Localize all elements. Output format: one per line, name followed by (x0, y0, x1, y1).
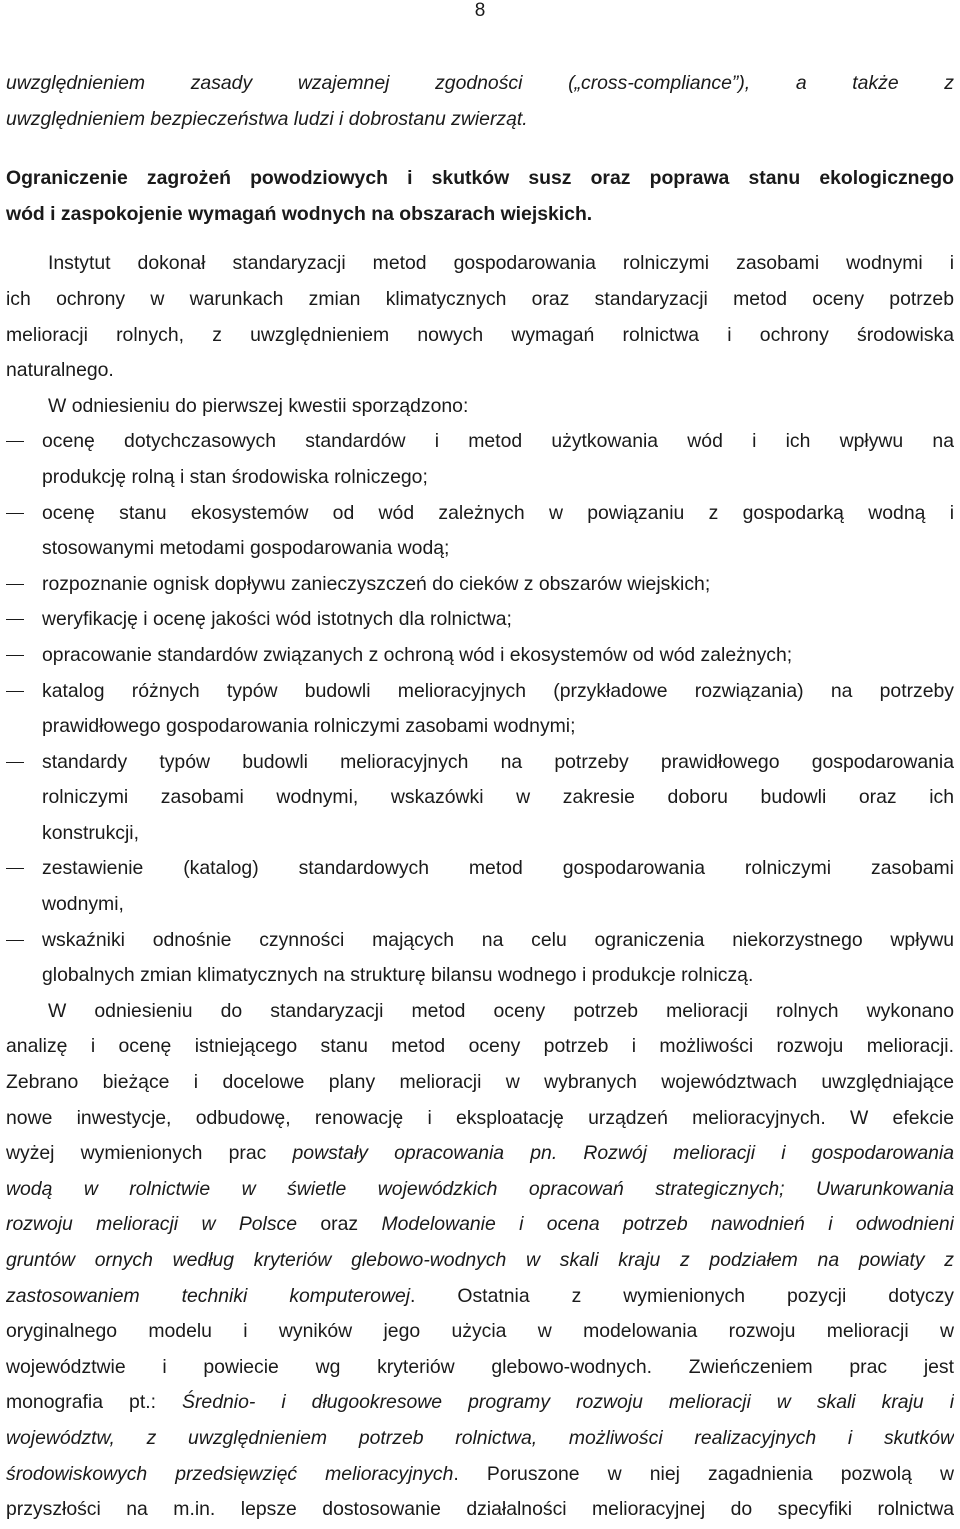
bullet-list (6, 424, 954, 994)
list-item-line: konstrukcji, (42, 821, 139, 844)
paragraph-drainage (6, 994, 954, 1528)
text-run: analizę i ocenę istniejącego stanu metod oceny potrzeb i możliwości rozwoju melioracji. (6, 1035, 954, 1058)
dash-bullet-icon (6, 923, 26, 959)
list-item (6, 496, 954, 567)
list-item-line: rozpoznanie ognisk dopływu zanieczyszczeń do cieków z obszarów wiejskich; (42, 572, 711, 595)
list-item (6, 674, 954, 745)
list-item-line: rolniczymi zasobami wodnymi, wskazówki w zakresie doboru budowli oraz ich (42, 786, 954, 809)
paragraph-line: ich ochrony w warunkach zmian klimatycznych oraz standaryzacji metod oceny potrzeb (6, 287, 954, 310)
paragraph-line (6, 994, 954, 1030)
list-item (6, 638, 954, 674)
italic-text-run: Modelowanie i ocena potrzeb nawodnień i odwodnieni (381, 1213, 954, 1236)
heading-line: Ograniczenie zagrożeń powodziowych i skutków susz oraz poprawa stanu ekologicznego (6, 167, 954, 190)
list-item (6, 602, 954, 638)
paragraph-line (6, 1421, 954, 1457)
list-item (6, 923, 954, 994)
dash-bullet-icon (6, 674, 26, 710)
text-run: przyszłości na m.in. lepsze dostosowanie działalności melioracyjnej do specyfiki rolnictwa (6, 1498, 954, 1521)
list-item-line: standardy typów budowli melioracyjnych na potrzeby prawidłowego gospodarowania (42, 750, 954, 773)
paragraph-line (6, 1207, 954, 1243)
dash-bullet-icon (6, 638, 26, 674)
text-run: W odniesieniu do standaryzacji metod oceny potrzeb melioracji rolnych wykonano (48, 999, 954, 1022)
list-item (6, 851, 954, 922)
list-item-line: katalog różnych typów budowli melioracyjnych (przykładowe rozwiązania) na potrzeby (42, 679, 954, 702)
italic-text-run: gruntów ornych według kryteriów glebowo-wodnych w skali kraju z podziałem na powiaty z (6, 1249, 954, 1271)
list-item-line: ocenę dotychczasowych standardów i metod użytkowania wód i ich wpływu na (42, 430, 954, 453)
list-item-line: stosowanymi metodami gospodarowania wodą; (42, 537, 450, 560)
paragraph-line (6, 1136, 954, 1172)
italic-text-run: zastosowaniem techniki komputerowej (6, 1284, 411, 1307)
list-item-line: globalnych zmian klimatycznych na strukturę bilansu wodnego i produkcje rolniczą. (42, 964, 754, 987)
list-item-line: ocenę stanu ekosystemów od wód zależnych w powiązaniu z gospodarką wodną i (42, 501, 954, 524)
text-run: monografia pt.: (6, 1391, 183, 1414)
dash-bullet-icon (6, 851, 26, 887)
paragraph-line (6, 1492, 954, 1528)
paragraph-line: Instytut dokonał standaryzacji metod gospodarowania rolniczymi zasobami wodnymi i (48, 252, 954, 275)
list-item-line: wodnymi, (42, 893, 124, 916)
italic-text-run: Średnio- i długookresowe programy rozwoju melioracji w skali kraju i (182, 1391, 954, 1414)
paragraph-line (6, 1172, 954, 1208)
paragraph-line: naturalnego. (6, 359, 114, 382)
text-run: oraz (320, 1213, 382, 1236)
paragraph-line (6, 1314, 954, 1350)
list-intro: W odniesieniu do pierwszej kwestii sporządzono: (48, 394, 469, 417)
paragraph-line (6, 1457, 954, 1493)
paragraph-line (6, 1029, 954, 1065)
dash-bullet-icon (6, 745, 26, 781)
dash-bullet-icon (6, 567, 26, 603)
text-run: Zebrano bieżące i docelowe plany melioracji w wybranych województwach uwzględniające (6, 1071, 954, 1094)
italic-text-run: województw, z uwzględnieniem potrzeb rolnictwa, możliwości realizacyjnych i skutków (6, 1426, 954, 1449)
paragraph-line (6, 1385, 954, 1421)
document-body (6, 66, 954, 1528)
italic-text-run: wodą w rolnictwie w świetle wojewódzkich opracowań strategicznych; Uwarunkowania (6, 1177, 954, 1200)
intro-line: uwzględnieniem bezpieczeństwa ludzi i dobrostanu zwierząt. (6, 107, 528, 130)
text-run: województwie i powiecie wg kryteriów glebowo-wodnych. Zwieńczeniem prac jest (6, 1355, 954, 1378)
paragraph-line (6, 1065, 954, 1101)
italic-text-run: powstały opracowania pn. Rozwój melioracji i gospodarowania (292, 1142, 954, 1165)
page-number: 8 (474, 0, 486, 21)
paragraph-line (6, 1279, 954, 1315)
list-item-line: prawidłowego gospodarowania rolniczymi zasobami wodnymi; (42, 715, 576, 738)
list-item (6, 424, 954, 495)
list-item-line: wskaźniki odnośnie czynności mających na celu ograniczenia niekorzystnego wpływu (42, 928, 954, 951)
paragraph-line (6, 1350, 954, 1386)
dash-bullet-icon (6, 602, 26, 638)
text-run: oryginalnego modelu i wyników jego użycia w modelowania rozwoju melioracji w (6, 1320, 954, 1343)
paragraph-line (6, 1243, 954, 1279)
dash-bullet-icon (6, 424, 26, 460)
list-item-line: opracowanie standardów związanych z ochroną wód i ekosystemów od wód zależnych; (42, 643, 793, 666)
paragraph-line: melioracji rolnych, z uwzględnieniem nowych wymagań rolnictwa i ochrony środowiska (6, 323, 954, 346)
paragraph-standardization (6, 246, 954, 388)
intro-line: uwzględnieniem zasady wzajemnej zgodności („cross-compliance”), a także z (6, 72, 954, 94)
heading-line: wód i zaspokojenie wymagań wodnych na obszarach wiejskich. (6, 202, 593, 225)
text-run: wyżej wymienionych prac (6, 1142, 293, 1165)
text-run: . Ostatnia z wymienionych pozycji dotyczy (410, 1284, 954, 1307)
list-item-line: zestawienie (katalog) standardowych metod gospodarowania rolniczymi zasobami (42, 857, 954, 880)
italic-text-run: rozwoju melioracji w Polsce (6, 1213, 321, 1236)
text-run: nowe inwestycje, odbudowę, renowację i eksploatację urządzeń melioracyjnych. W efekcie (6, 1106, 954, 1129)
list-item (6, 745, 954, 852)
section-heading (6, 161, 954, 232)
list-item-line: weryfikację i ocenę jakości wód istotnych dla rolnictwa; (42, 608, 512, 631)
list-item-line: produkcję rolną i stan środowiska rolniczego; (42, 465, 428, 488)
text-run: . Poruszone w niej zagadnienia pozwolą w (453, 1462, 954, 1485)
intro-paragraph (6, 66, 954, 137)
list-item (6, 567, 954, 603)
dash-bullet-icon (6, 496, 26, 532)
italic-text-run: środowiskowych przedsięwzięć melioracyjnych (6, 1462, 454, 1485)
paragraph-line (6, 1101, 954, 1137)
